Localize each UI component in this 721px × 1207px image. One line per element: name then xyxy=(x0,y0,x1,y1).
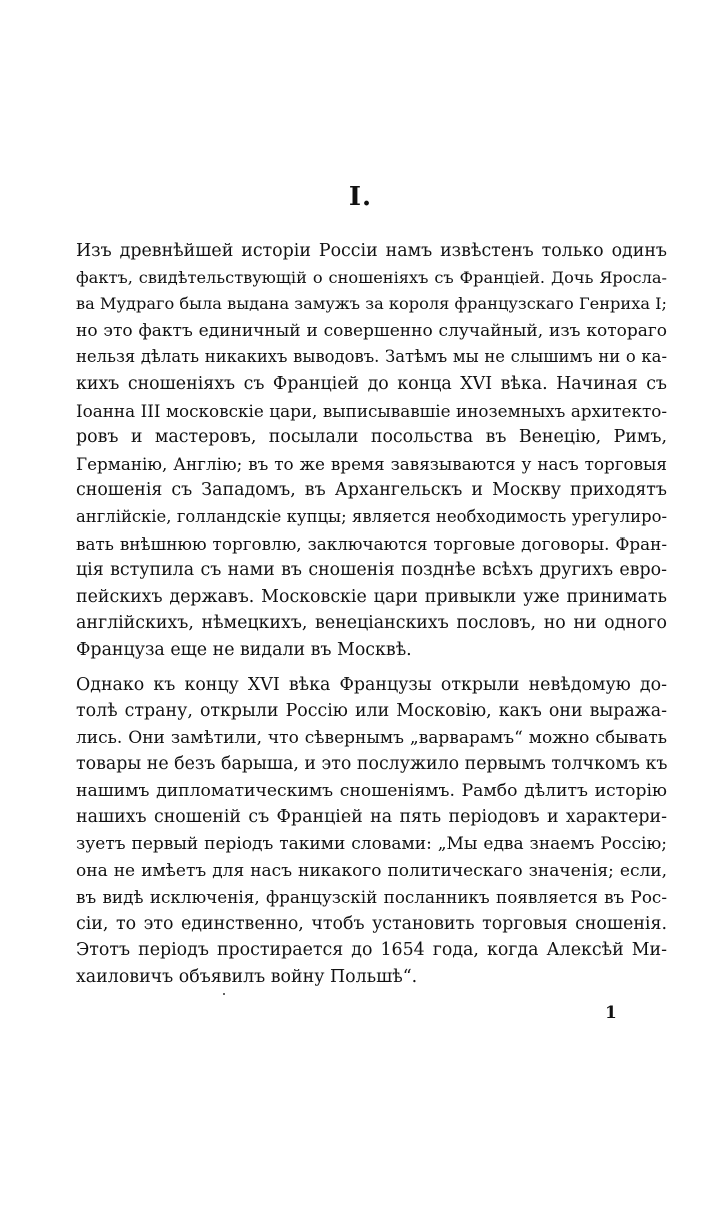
paragraph-1-line: ва Мудраго была выдана замужъ за короля французскаго Генриха I; xyxy=(76,294,667,314)
paragraph-2-line: Этотъ періодъ простирается до 1654 года, когда Алексѣй Ми- xyxy=(76,940,667,961)
paragraph-1-line: Германію, Англію; въ то же время завязываются у насъ торговыя xyxy=(76,453,667,474)
paragraph-2-line: сіи, то это единственно, чтобъ установить торговыя сношенія. xyxy=(76,913,667,934)
paragraph-gap xyxy=(76,664,667,672)
paragraph-1-line: англійскіе, голландскіе купцы; является необходимость урегулиро- xyxy=(76,506,667,526)
paragraph-2-line: лись. Они замѣтили, что сѣвернымъ „варварамъ“ можно сбывать xyxy=(76,727,667,748)
body-text xyxy=(76,238,667,991)
paragraph-2-line: Однако къ концу XVI вѣка Французы открыли невѣдомую до- xyxy=(76,674,667,695)
paragraph-1-line: кихъ сношеніяхъ съ Франціей до конца XVI вѣка. Начиная съ xyxy=(76,373,667,394)
paragraph-2-line: она не имѣетъ для насъ никакого политическаго значенія; если, xyxy=(76,860,667,881)
paragraph-1-line: ція вступила съ нами въ сношенія позднѣе всѣхъ другихъ евро- xyxy=(76,560,667,581)
paragraph-2-line: въ видѣ исключенія, французскій посланникъ появляется въ Рос- xyxy=(76,887,667,908)
paragraph-1-line: ровъ и мастеровъ, посылали посольства въ Венецію, Римъ, xyxy=(76,427,667,448)
paragraph-1-line: англійскихъ, нѣмецкихъ, венеціанскихъ пословъ, но ни одного xyxy=(76,613,667,634)
paragraph-1-line: нельзя дѣлать никакихъ выводовъ. Затѣмъ мы не слышимъ ни о ка- xyxy=(76,347,667,367)
paragraph-1-line: Іоанна III московскіе цари, выписывавшіе иноземныхъ архитекто- xyxy=(76,400,667,421)
paragraph-2-line: хаиловичъ объявилъ войну Польшѣ“. xyxy=(76,967,418,988)
paragraph-1-line: вать внѣшнюю торговлю, заключаются торговые договоры. Фран- xyxy=(76,533,667,554)
paragraph-1-line: фактъ, свидѣтельствующій о сношеніяхъ съ Франціей. Дочь Яросла- xyxy=(76,267,667,287)
paragraph-1-line: Изъ древнѣйшей исторіи Россіи намъ извѣстенъ только одинъ xyxy=(76,241,667,261)
paragraph-2-line: толѣ страну, открыли Россію или Московію, какъ они выража- xyxy=(76,701,667,722)
chapter-heading: I. xyxy=(348,182,373,212)
paragraph-2-line: нашимъ дипломатическимъ сношеніямъ. Рамбо дѣлитъ исторію xyxy=(76,780,667,801)
paragraph-2-line: нашихъ сношеній съ Франціей на пять періодовъ и характери- xyxy=(76,807,667,828)
print-speck xyxy=(223,993,225,995)
paragraph-2-line: зуетъ первый періодъ такими словами: „Мы едва знаемъ Россію; xyxy=(76,834,667,855)
paragraph-1-line: но это фактъ единичный и совершенно случайный, изъ котораго xyxy=(76,320,667,341)
paragraph-1-line: пейскихъ державъ. Московскіе цари привыкли уже принимать xyxy=(76,586,667,607)
paragraph-1-line: сношенія съ Западомъ, въ Архангельскъ и Москву приходятъ xyxy=(76,480,667,501)
paragraph-2-line: товары не безъ барыша, и это послужило первымъ толчкомъ къ xyxy=(76,754,668,775)
paragraph-1-line: Француза еще не видали въ Москвѣ. xyxy=(76,639,412,660)
page-number: 1 xyxy=(605,1003,617,1023)
